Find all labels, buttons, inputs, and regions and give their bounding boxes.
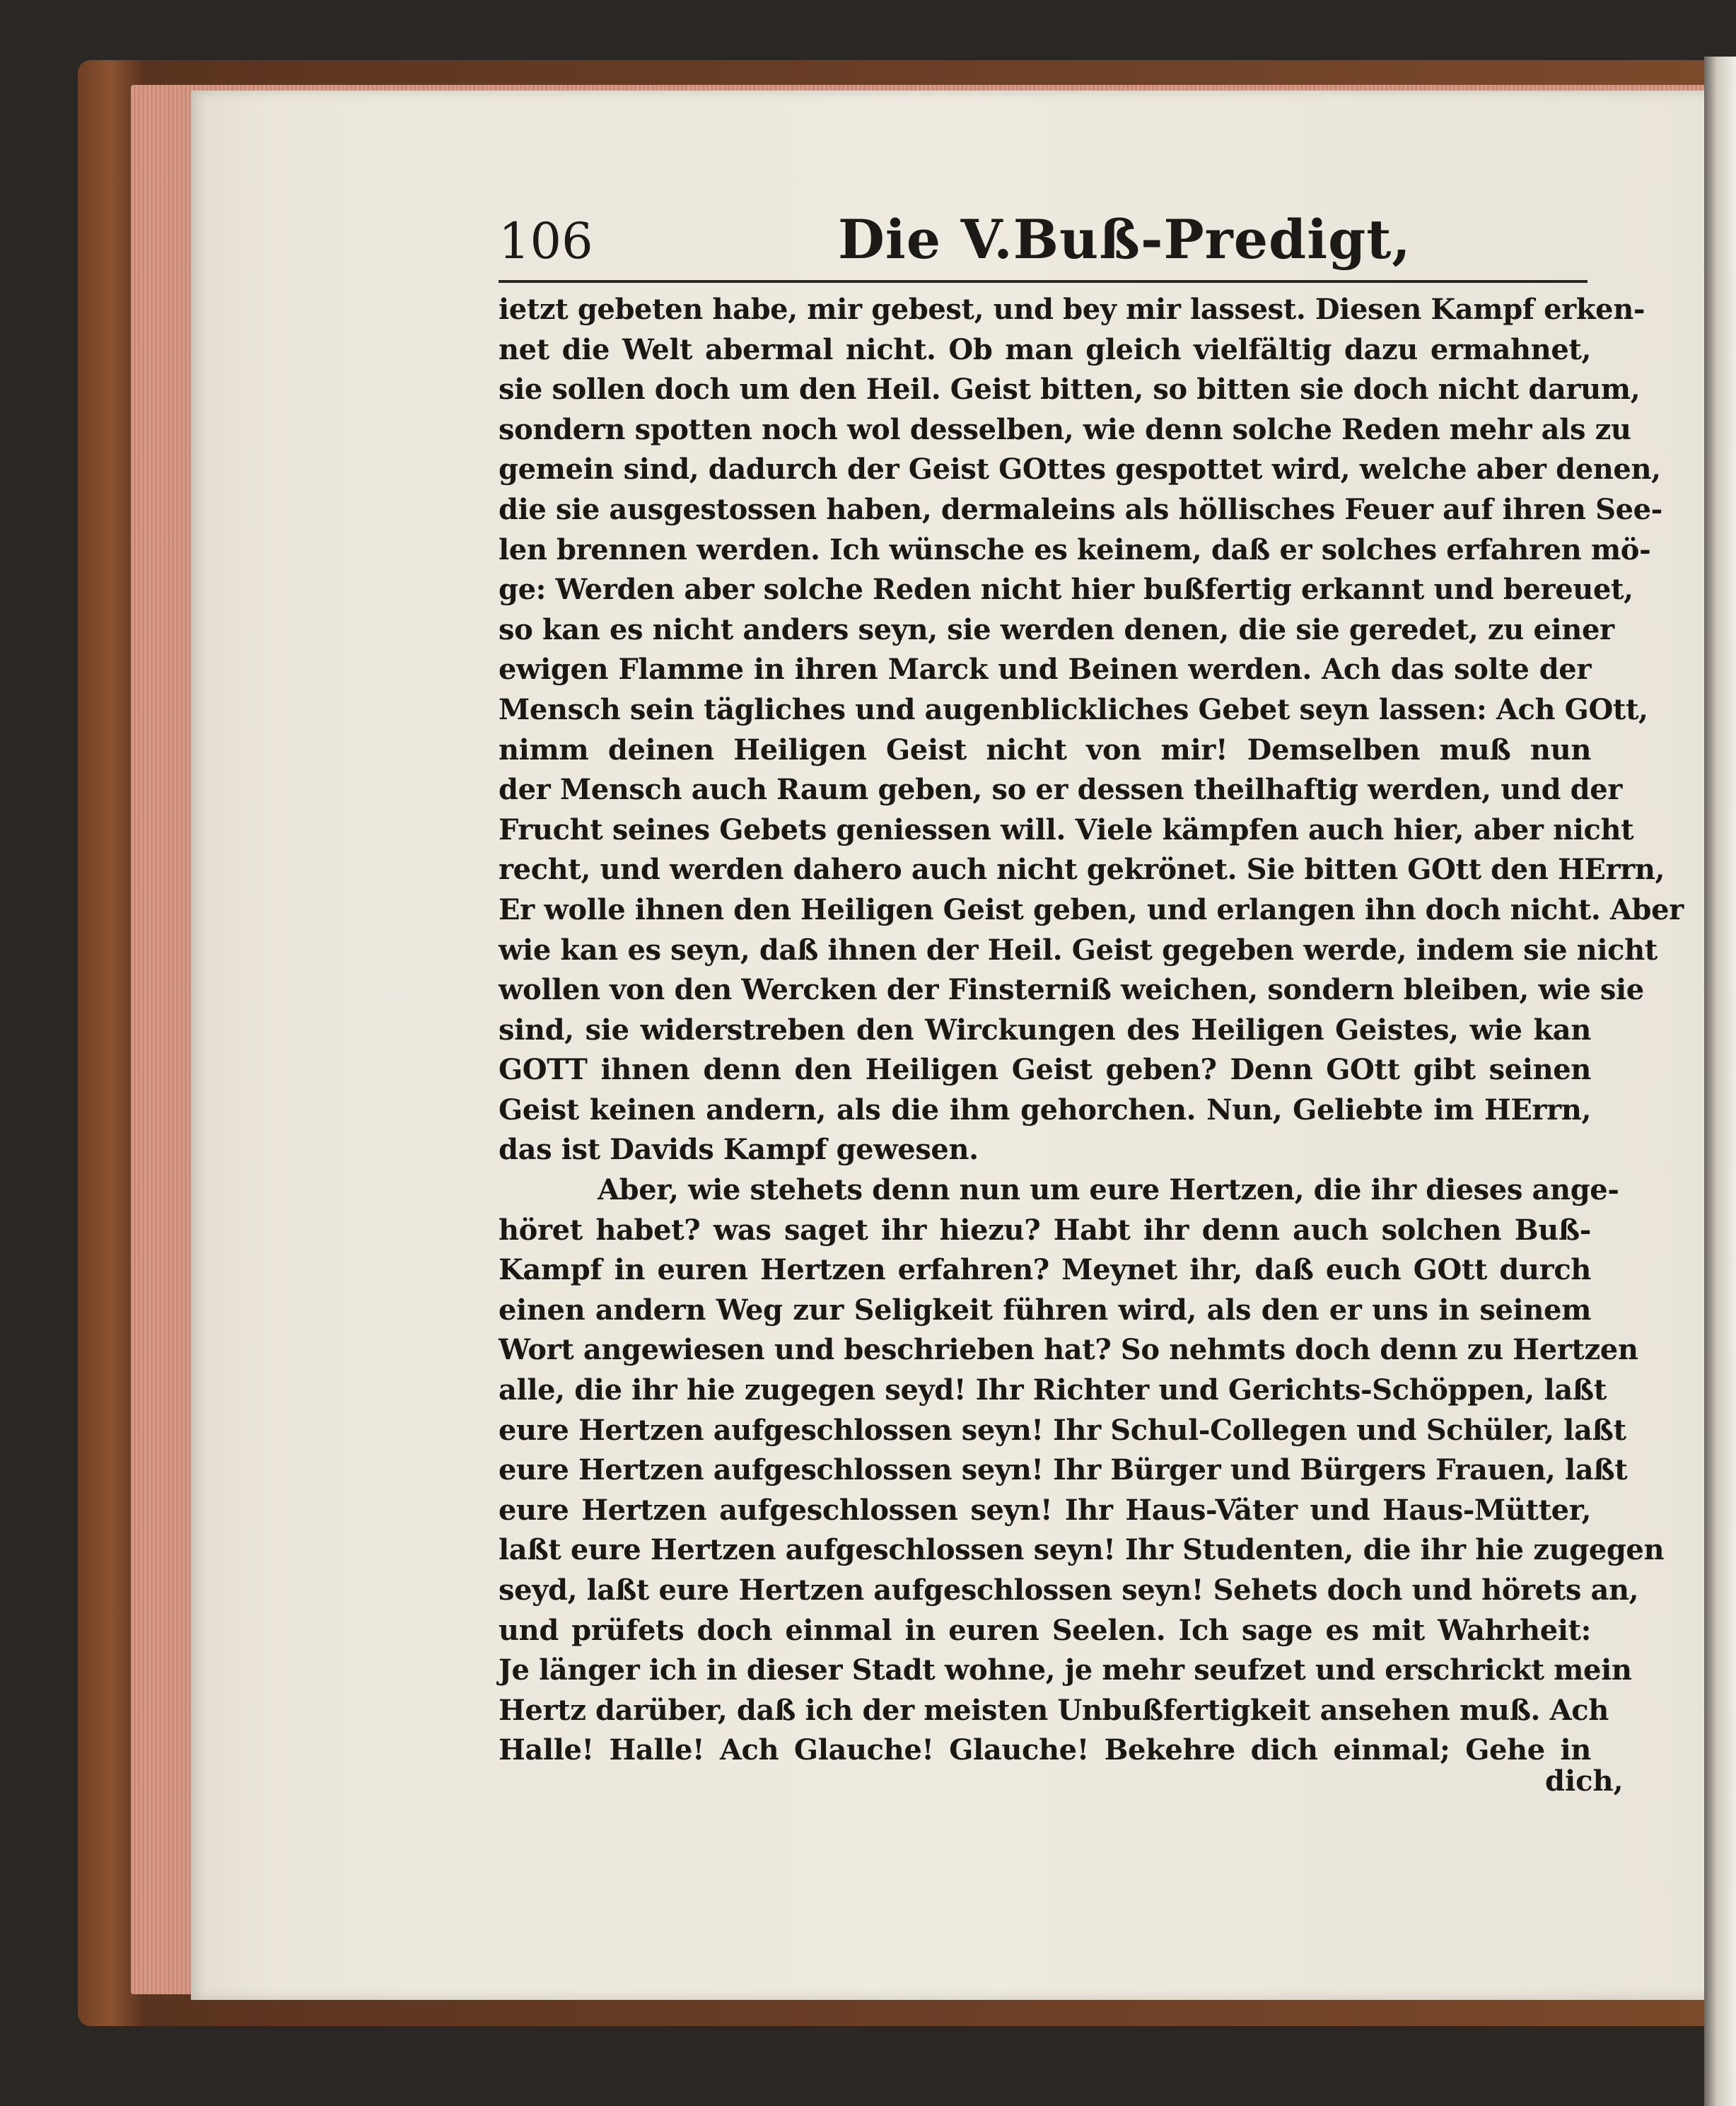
paragraph-end-line: das ist Davids Kampf gewesen. [499, 1133, 979, 1167]
text-line: so kan es nicht anders seyn, sie werden denen, die sie geredet, zu einer [499, 612, 1614, 646]
text-line: eure Hertzen aufgeschlossen seyn! Ihr Schul-Collegen und Schüler, laßt [499, 1413, 1626, 1447]
text-line: Frucht seines Gebets geniessen will. Viele kämpfen auch hier, aber nicht [499, 813, 1634, 847]
text-line: laßt eure Hertzen aufgeschlossen seyn! Ihr Studenten, die ihr hie zugegen [499, 1533, 1665, 1567]
text-line: Hertz darüber, daß ich der meisten Unbußfertigkeit ansehen muß. Ach [499, 1693, 1609, 1727]
text-line: die sie ausgestossen haben, dermaleins als höllisches Feuer auf ihren See- [499, 492, 1662, 526]
text-line: Je länger ich in dieser Stadt wohne, je mehr seufzet und erschrickt mein [499, 1653, 1632, 1687]
text-line: sind, sie widerstreben den Wirckungen des Heiligen Geistes, wie kan [499, 1013, 1591, 1047]
catchword: dich, [1545, 1764, 1624, 1798]
text-line: wie kan es seyn, daß ihnen der Heil. Geist gegeben werde, indem sie nicht [499, 933, 1658, 967]
text-line: Er wolle ihnen den Heiligen Geist geben, und erlangen ihn doch nicht. Aber [499, 892, 1684, 926]
text-line: alle, die ihr hie zugegen seyd! Ihr Richter und Gerichts-Schöppen, laßt [499, 1373, 1607, 1407]
facing-page-gutter [1704, 57, 1736, 2106]
text-line: sie sollen doch um den Heil. Geist bitten, so bitten sie doch nicht darum, [499, 373, 1641, 407]
text-line: und prüfets doch einmal in euren Seelen. Ich sage es mit Wahrheit: [499, 1613, 1591, 1647]
body-text [499, 290, 1684, 1771]
text-line: Geist keinen andern, als die ihm gehorchen. Nun, Geliebte im HErrn, [499, 1093, 1591, 1127]
text-line: sondern spotten noch wol desselben, wie denn solche Reden mehr als zu [499, 412, 1631, 446]
text-line: ge: Werden aber solche Reden nicht hier bußfertig erkannt und bereuet, [499, 573, 1633, 607]
text-line: gemein sind, dadurch der Geist GOttes gespottet wird, welche aber denen, [499, 453, 1661, 487]
text-line: Kampf in euren Hertzen erfahren? Meynet ihr, daß euch GOtt durch [499, 1253, 1591, 1287]
text-line: len brennen werden. Ich wünsche es keinem, daß er solches erfahren mö- [499, 533, 1651, 566]
text-line: wollen von den Wercken der Finsterniß weichen, sondern bleiben, wie sie [499, 973, 1644, 1007]
text-line: seyd, laßt eure Hertzen aufgeschlossen seyn! Sehets doch und hörets an, [499, 1573, 1639, 1607]
text-line: ietzt gebeten habe, mir gebest, und bey mir lassest. Diesen Kampf erken- [499, 293, 1645, 326]
page-header [499, 205, 1588, 283]
text-line: einen andern Weg zur Seligkeit führen wird, als den er uns in seinem [499, 1293, 1591, 1327]
text-line: eure Hertzen aufgeschlossen seyn! Ihr Haus-Väter und Haus-Mütter, [499, 1493, 1591, 1527]
text-line: Mensch sein tägliches und augenblickliches Gebet seyn lassen: Ach GOtt, [499, 692, 1648, 726]
paragraph-start-line: Aber, wie stehets denn nun um eure Hertzen, die ihr dieses ange- [598, 1173, 1619, 1207]
running-title: Die V.Buß-Predigt, [838, 208, 1411, 271]
text-line: höret habet? was saget ihr hiezu? Habt ihr denn auch solchen Buß- [499, 1213, 1591, 1247]
header-rule [499, 280, 1588, 283]
text-line: der Mensch auch Raum geben, so er dessen theilhaftig werden, und der [499, 773, 1622, 807]
text-line: recht, und werden dahero auch nicht gekrönet. Sie bitten GOtt den HErrn, [499, 853, 1665, 887]
text-line: net die Welt abermal nicht. Ob man gleich vielfältig dazu ermahnet, [499, 332, 1591, 366]
text-line: Wort angewiesen und beschrieben hat? So nehmts doch denn zu Hertzen [499, 1333, 1638, 1367]
text-line: GOTT ihnen denn den Heiligen Geist geben? Denn GOtt gibt seinen [499, 1053, 1591, 1087]
text-line: nimm deinen Heiligen Geist nicht von mir! Demselben muß nun [499, 733, 1591, 767]
text-line: ewigen Flamme in ihren Marck und Beinen werden. Ach das solte der [499, 653, 1591, 687]
page-number: 106 [499, 212, 593, 270]
text-line: eure Hertzen aufgeschlossen seyn! Ihr Bürger und Bürgers Frauen, laßt [499, 1453, 1628, 1487]
text-line: Halle! Halle! Ach Glauche! Glauche! Bekehre dich einmal; Gehe in [499, 1733, 1591, 1767]
